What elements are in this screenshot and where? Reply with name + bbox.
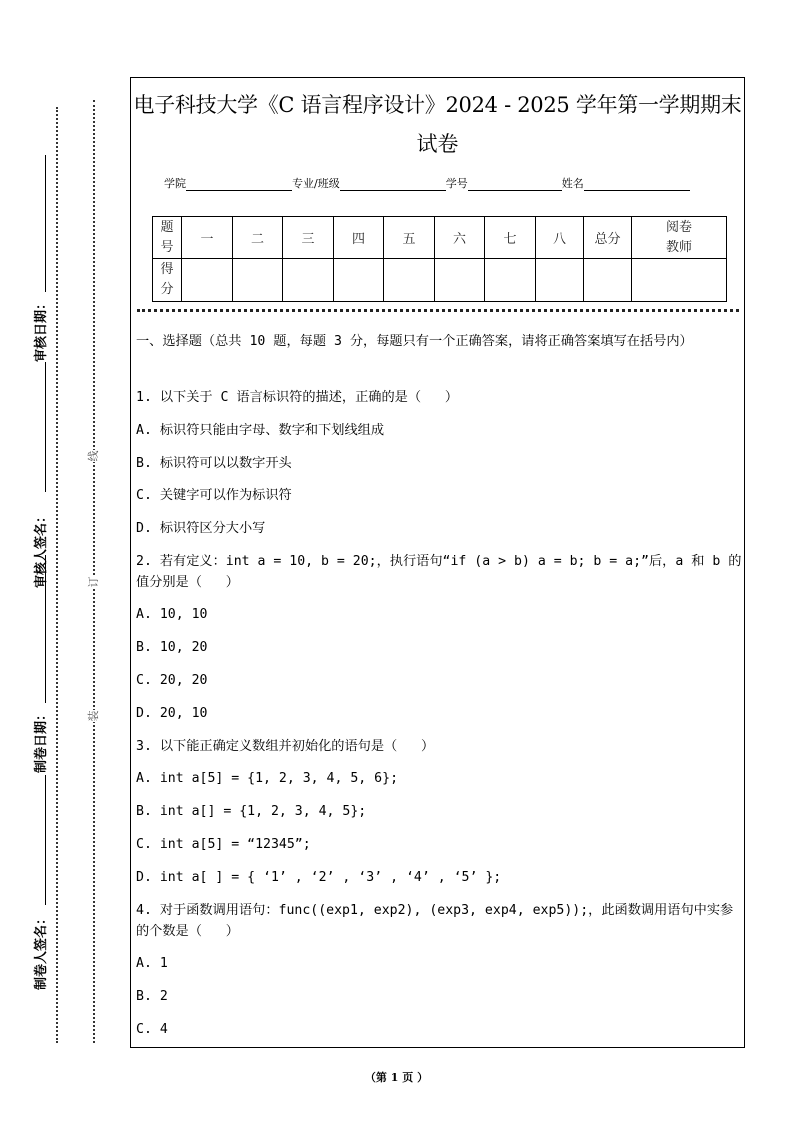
col-6: 六	[435, 217, 485, 259]
header-char: 教师	[665, 239, 692, 255]
question-1-option-a: A. 标识符只能由字母、数字和下划线组成	[136, 423, 385, 438]
student-id-field[interactable]	[468, 178, 562, 191]
question-1-option-d: D. 标识符区分大小写	[136, 521, 266, 536]
header-char: 号	[160, 239, 174, 255]
page-number: （第 1 页 ）	[364, 1071, 429, 1084]
question-3-option-b: B. int a[] = {1, 2, 3, 4, 5};	[136, 804, 367, 819]
question-4-stem: 4. 对于函数调用语句：func((exp1, exp2), (exp3, exp4, exp5));，此函数调用语句中实参的个数是（ ）	[136, 903, 734, 939]
question-2-option-d: D. 20, 10	[136, 706, 208, 721]
score-cell-grader[interactable]	[632, 259, 727, 302]
reviewer-signature-label: 审核人签名：	[34, 509, 49, 588]
col-5: 五	[384, 217, 435, 259]
question-number-header	[153, 217, 182, 259]
score-table-header-row	[153, 217, 727, 259]
question-4-option-b: B. 2	[136, 989, 168, 1004]
score-cell-4[interactable]	[334, 259, 384, 302]
question-4-option-c: C. 4	[136, 1022, 168, 1037]
question-3-option-a: A. int a[5] = {1, 2, 3, 4, 5, 6};	[136, 771, 399, 786]
score-cell-6[interactable]	[435, 259, 485, 302]
question-1-option-c: C. 关键字可以作为标识符	[136, 488, 292, 503]
score-cell-2[interactable]	[233, 259, 283, 302]
col-grader	[632, 217, 727, 259]
major-class-label: 专业/班级	[292, 177, 340, 190]
question-3-option-d: D. int a[ ] = { ‘1’ , ‘2’ , ‘3’ , ‘4’ , ‘5’ };	[136, 870, 502, 885]
score-table-score-row	[153, 259, 727, 302]
exam-title-continued: 试卷	[416, 132, 459, 156]
score-header	[153, 259, 182, 302]
section-heading: 一、选择题（总共 10 题，每题 3 分，每题只有一个正确答案，请将正确答案填写在括号内）	[136, 334, 693, 349]
col-1: 一	[182, 217, 233, 259]
score-cell-8[interactable]	[536, 259, 584, 302]
col-2: 二	[233, 217, 283, 259]
student-id-label: 学号	[445, 177, 468, 190]
question-2-option-a: A. 10, 10	[136, 607, 208, 622]
major-class-field[interactable]	[340, 178, 446, 191]
question-2-option-c: C. 20, 20	[136, 673, 208, 688]
name-label: 姓名	[561, 177, 584, 190]
review-date-label: 审核日期：	[34, 296, 49, 362]
question-2-option-b: B. 10, 20	[136, 640, 208, 655]
header-char: 分	[160, 282, 174, 297]
score-table	[152, 216, 727, 302]
name-field[interactable]	[584, 178, 690, 191]
question-1-stem: 1. 以下关于 C 语言标识符的描述，正确的是（ ）	[136, 390, 459, 405]
exam-maker-signature-label: 制卷人签名：	[34, 911, 49, 990]
binding-char-line: 线	[87, 450, 100, 462]
signature-line	[45, 362, 46, 492]
dotted-line-inner	[56, 107, 58, 1043]
signature-line	[45, 775, 46, 905]
col-4: 四	[334, 217, 384, 259]
col-8: 八	[536, 217, 584, 259]
score-cell-total[interactable]	[584, 259, 632, 302]
score-cell-7[interactable]	[485, 259, 536, 302]
exam-date-label: 制卷日期：	[34, 707, 49, 773]
header-char: 阅卷	[665, 219, 692, 235]
college-field[interactable]	[186, 178, 292, 191]
section-separator	[137, 309, 739, 312]
header-char: 题	[160, 219, 174, 235]
binding-char-staple: 订	[87, 576, 100, 588]
col-7: 七	[485, 217, 536, 259]
question-1-option-b: B. 标识符可以以数字开头	[136, 456, 292, 471]
score-cell-3[interactable]	[283, 259, 334, 302]
col-3: 三	[283, 217, 334, 259]
binding-char-bind: 装	[87, 710, 100, 722]
score-cell-1[interactable]	[182, 259, 233, 302]
exam-title: 电子科技大学《C 语言程序设计》2024 - 2025 学年第一学期期末	[133, 93, 742, 117]
header-char: 得	[160, 262, 174, 277]
dotted-line-binding	[93, 100, 95, 1043]
question-2-stem: 2. 若有定义：int a = 10, b = 20;，执行语句“if (a > b) a = b; b = a;”后，a 和 b 的值分别是（ ）	[136, 554, 742, 590]
student-info-row	[164, 175, 690, 191]
college-label: 学院	[164, 177, 186, 190]
question-3-option-c: C. int a[5] = “12345”;	[136, 837, 311, 852]
col-total: 总分	[584, 217, 632, 259]
signature-line	[45, 155, 46, 292]
score-cell-5[interactable]	[384, 259, 435, 302]
question-4-option-a: A. 1	[136, 956, 168, 971]
exam-frame	[130, 77, 745, 1048]
question-3-stem: 3. 以下能正确定义数组并初始化的语句是（ ）	[136, 739, 435, 754]
